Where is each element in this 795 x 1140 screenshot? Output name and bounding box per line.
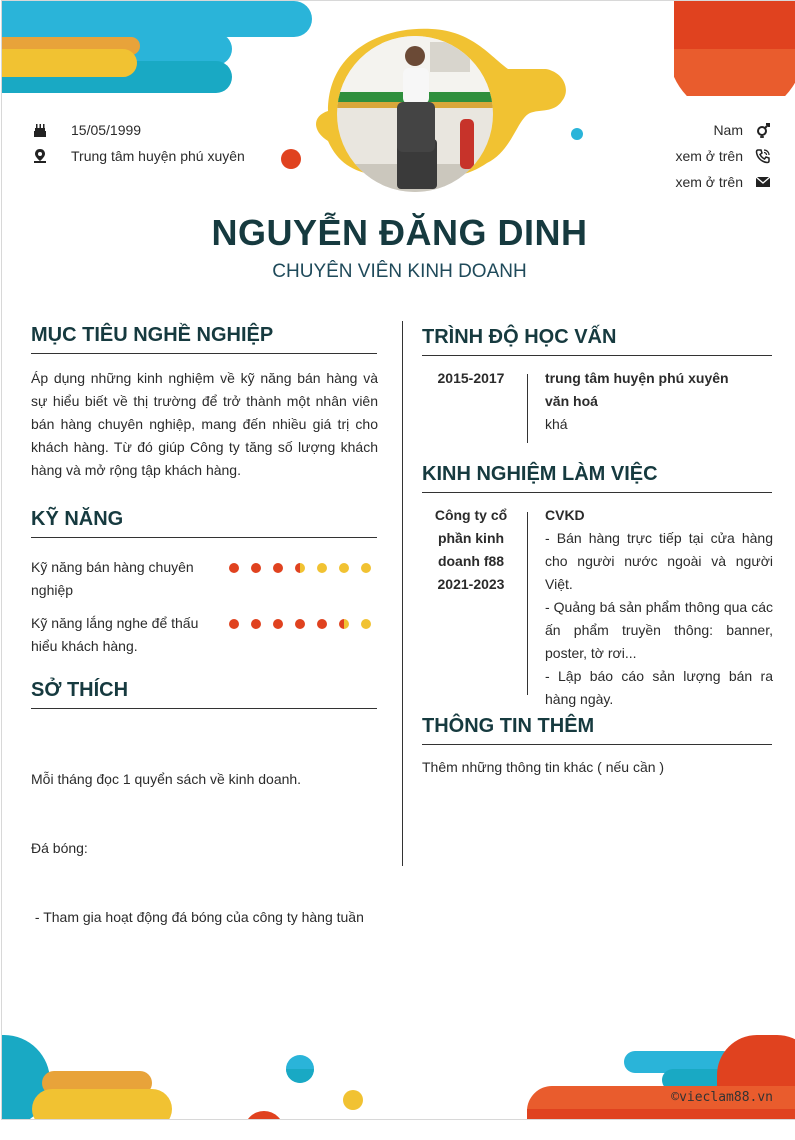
additional-text: Thêm những thông tin khác ( nếu cần ): [422, 759, 665, 775]
email-row: [675, 173, 772, 191]
gender-icon: [754, 121, 772, 139]
objective-text: Áp dụng những kinh nghiệm về kỹ năng bán hàng và sự hiểu biết về thị trường để trở thành một nhân viên bán hàng chuyên nghiệp, mang đến nhiều giá trị cho khách hàng. Từ đó giúp Công ty tăng số lượng khách hàng và mở rộng tập khách hàng.: [31, 370, 378, 478]
phone-text: xem ở trên: [675, 148, 743, 164]
rating-dot: [339, 619, 349, 629]
rating-dot: [295, 563, 305, 573]
bottom-right-decoration: [522, 1031, 795, 1120]
experience-body: [545, 504, 773, 711]
education-timeline-line: [527, 374, 528, 443]
top-right-decoration: [674, 1, 795, 96]
skill-name: Kỹ năng bán hàng chuyên nghiệp: [31, 559, 194, 598]
hobbies-text: [31, 722, 378, 975]
rating-dot: [317, 563, 327, 573]
hobby-line: Mỗi tháng đọc 1 quyển sách về kinh doanh.: [31, 771, 302, 787]
cake-icon: [31, 121, 49, 139]
experience-title: KINH NGHIỆM LÀM VIỆC: [422, 463, 772, 493]
candidate-role: CHUYÊN VIÊN KINH DOANH: [272, 261, 527, 282]
rating-dot: [295, 619, 305, 629]
education-title: TRÌNH ĐỘ HỌC VẤN: [422, 326, 772, 356]
rating-dot: [339, 563, 349, 573]
additional-title: THÔNG TIN THÊM: [422, 715, 772, 745]
rating-dot: [273, 619, 283, 629]
hobby-line: Đá bóng:: [31, 840, 88, 856]
experience-date: 2021-2023: [437, 576, 505, 592]
hobby-line: - Tham gia hoạt động đá bóng của công ty hàng tuần: [31, 909, 364, 925]
education-body: [545, 367, 773, 436]
gender-text: Nam: [713, 122, 743, 138]
education-major: văn hoá: [545, 393, 598, 409]
birthday-row: [31, 121, 141, 139]
experience-duty: - Bán hàng trực tiếp tại cửa hàng cho người nước ngoài và người Việt.: [545, 530, 773, 592]
rating-dot: [361, 563, 371, 573]
cv-page: [1, 0, 795, 1120]
experience-position: CVKD: [545, 507, 585, 523]
address-text: Trung tâm huyện phú xuyên: [71, 148, 245, 164]
skill-name: Kỹ năng lắng nghe để thấu hiểu khách hàng.: [31, 615, 199, 654]
rating-dot: [229, 619, 239, 629]
skill-rating: [229, 563, 371, 573]
experience-duty: - Lập báo cáo sản lượng bán ra hàng ngày.: [545, 668, 773, 707]
education-school: trung tâm huyện phú xuyên: [545, 370, 729, 386]
skills-title: KỸ NĂNG: [31, 508, 377, 538]
gender-row: [713, 121, 772, 139]
experience-meta: [422, 504, 520, 596]
rating-dot: [229, 563, 239, 573]
rating-dot: [361, 619, 371, 629]
rating-dot: [317, 619, 327, 629]
envelope-icon: [754, 173, 772, 191]
location-pin-icon: [31, 147, 49, 165]
rating-dot: [251, 619, 261, 629]
education-date: 2015-2017: [437, 370, 505, 386]
footer-brand: ©vieclam88.vn: [671, 1090, 773, 1105]
birthday-text: 15/05/1999: [71, 122, 142, 138]
bottom-left-decoration: [2, 1031, 372, 1120]
hobbies-title: SỞ THÍCH: [31, 679, 377, 709]
experience-timeline-line: [527, 512, 528, 695]
rating-dot: [273, 563, 283, 573]
column-divider: [402, 321, 403, 866]
education-grade: khá: [545, 416, 568, 432]
rating-dot: [251, 563, 261, 573]
experience-company: Công ty cổ phần kinh doanh f88: [434, 507, 508, 569]
objective-title: MỤC TIÊU NGHỀ NGHIỆP: [31, 324, 377, 354]
phone-row: [675, 147, 772, 165]
phone-icon: [754, 147, 772, 165]
avatar: [335, 34, 495, 194]
email-text: xem ở trên: [675, 174, 743, 190]
skill-rating: [229, 619, 371, 629]
candidate-name: NGUYỄN ĐĂNG DINH: [211, 212, 588, 253]
address-row: [31, 147, 245, 165]
experience-duty: - Quảng bá sản phẩm thông qua các ấn phẩm truyền thông: banner, poster, tờ rơi...: [545, 599, 773, 661]
